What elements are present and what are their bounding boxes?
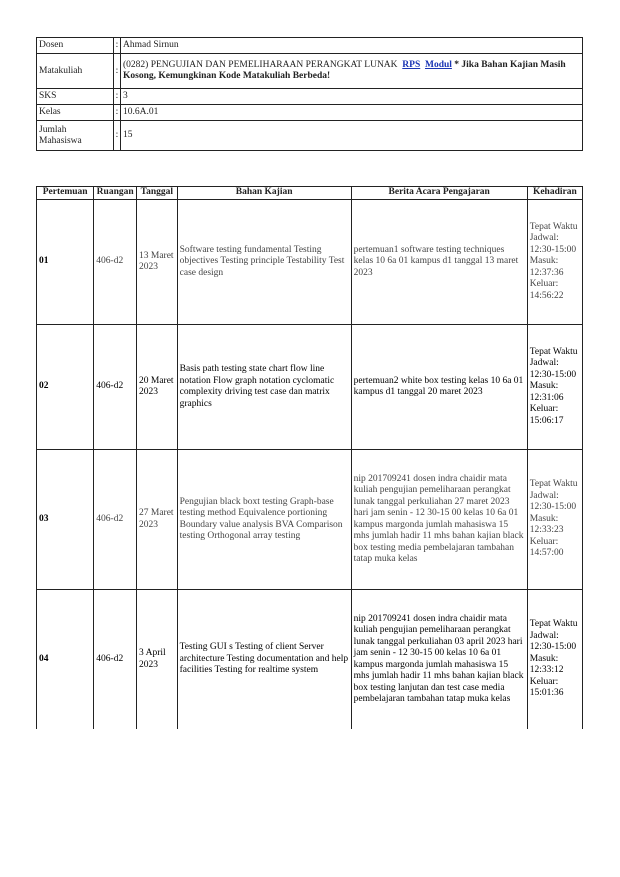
- colon: :: [114, 121, 121, 151]
- info-row-dosen: [37, 38, 583, 54]
- row-ruangan: 406-d2: [94, 325, 137, 450]
- header-ruangan: Ruangan: [94, 187, 137, 200]
- info-row-kelas: [37, 105, 583, 121]
- matakuliah-note: * Jika Bahan Kajian Masih Kosong, Kemungkinan Kode Matakuliah Berbeda!: [123, 60, 566, 81]
- kelas-value: 10.6A.01: [121, 105, 583, 121]
- info-row-jumlah: [37, 121, 583, 151]
- row-tanggal: 13 Maret 2023: [137, 200, 178, 325]
- row-bahan-kajian: Pengujian black boxt testing Graph-base testing method Equivalence portioning Boundary value analysis BVA Comparison testing Orthogonal array testing: [177, 450, 351, 590]
- table-row: [37, 450, 583, 590]
- row-kehadiran: Tepat Waktu Jadwal: 12:30-15:00 Masuk: 12:37:36 Keluar: 14:56:22: [527, 200, 582, 325]
- row-pertemuan: 02: [37, 325, 94, 450]
- dosen-value: Ahmad Sirnun: [121, 38, 583, 54]
- info-row-sks: [37, 89, 583, 105]
- jumlah-label: Jumlah Mahasiswa: [37, 121, 114, 151]
- sks-value: 3: [121, 89, 583, 105]
- jumlah-value: 15: [121, 121, 583, 151]
- row-berita-acara: nip 201709241 dosen indra chaidir mata kuliah pengujian pemeliharaan perangkat lunak tanggal perkuliahan 27 maret 2023 hari jam senin - 12 30-15 00 kelas 10 6a 01 kampus margonda jumlah mahasiswa 15 mhs jumlah hadir 11 mhs bahan kajian black box testing media pembelajaran tambahan tatap muka kelas: [351, 450, 527, 590]
- header-tanggal: Tanggal: [137, 187, 178, 200]
- row-ruangan: 406-d2: [94, 200, 137, 325]
- row-bahan-kajian: Software testing fundamental Testing objectives Testing principle Testability Test case design: [177, 200, 351, 325]
- row-kehadiran: Tepat Waktu Jadwal: 12:30-15:00 Masuk: 12:33:12 Keluar: 15:01:36: [527, 590, 582, 730]
- sks-label: SKS: [37, 89, 114, 105]
- info-row-matakuliah: [37, 54, 583, 89]
- row-kehadiran: Tepat Waktu Jadwal: 12:30-15:00 Masuk: 12:31:06 Keluar: 15:06:17: [527, 325, 582, 450]
- dosen-label: Dosen: [37, 38, 114, 54]
- header-berita-acara: Berita Acara Pengajaran: [351, 187, 527, 200]
- row-pertemuan: 03: [37, 450, 94, 590]
- row-bahan-kajian: Testing GUI s Testing of client Server architecture Testing documentation and help facilities Testing for realtime system: [177, 590, 351, 730]
- colon: :: [114, 54, 121, 89]
- header-pertemuan: Pertemuan: [37, 187, 94, 200]
- colon: :: [114, 89, 121, 105]
- row-berita-acara: nip 201709241 dosen indra chaidir mata kuliah pengujian pemeliharaan perangkat lunak tanggal perkuliahan 03 april 2023 hari jam senin - 12 30-15 00 kelas 10 6a 01 kampus margonda jumlah mahasiswa 15 mhs jumlah hadir 11 mhs bahan kajian black box testing lanjutan dan test case media pembelajaran tambahan tatap muka kelas: [351, 590, 527, 730]
- row-pertemuan: 04: [37, 590, 94, 730]
- course-info-table: [36, 37, 583, 151]
- table-header-row: [37, 187, 583, 200]
- kelas-label: Kelas: [37, 105, 114, 121]
- row-tanggal: 27 Maret 2023: [137, 450, 178, 590]
- row-tanggal: 20 Maret 2023: [137, 325, 178, 450]
- row-berita-acara: pertemuan2 white box testing kelas 10 6a 01 kampus d1 tanggal 20 maret 2023: [351, 325, 527, 450]
- colon: :: [114, 105, 121, 121]
- row-ruangan: 406-d2: [94, 590, 137, 730]
- row-bahan-kajian: Basis path testing state chart flow line notation Flow graph notation cyclomatic complexity driving test case dan matrix graphics: [177, 325, 351, 450]
- row-ruangan: 406-d2: [94, 450, 137, 590]
- modul-link[interactable]: Modul: [424, 60, 452, 70]
- rps-link[interactable]: RPS: [402, 60, 421, 70]
- header-bahan-kajian: Bahan Kajian: [177, 187, 351, 200]
- matakuliah-label: Matakuliah: [37, 54, 114, 89]
- row-berita-acara: pertemuan1 software testing techniques kelas 10 6a 01 kampus d1 tanggal 13 maret 2023: [351, 200, 527, 325]
- sessions-table: [36, 186, 583, 729]
- table-row: [37, 200, 583, 325]
- colon: :: [114, 38, 121, 54]
- header-kehadiran: Kehadiran: [527, 187, 582, 200]
- matakuliah-value-cell: [121, 54, 583, 89]
- matakuliah-value: (0282) PENGUJIAN DAN PEMELIHARAAN PERANGKAT LUNAK: [123, 60, 398, 70]
- row-kehadiran: Tepat Waktu Jadwal: 12:30-15:00 Masuk: 12:33:23 Keluar: 14:57:00: [527, 450, 582, 590]
- row-pertemuan: 01: [37, 200, 94, 325]
- table-row: [37, 325, 583, 450]
- table-row: [37, 590, 583, 730]
- row-tanggal: 3 April 2023: [137, 590, 178, 730]
